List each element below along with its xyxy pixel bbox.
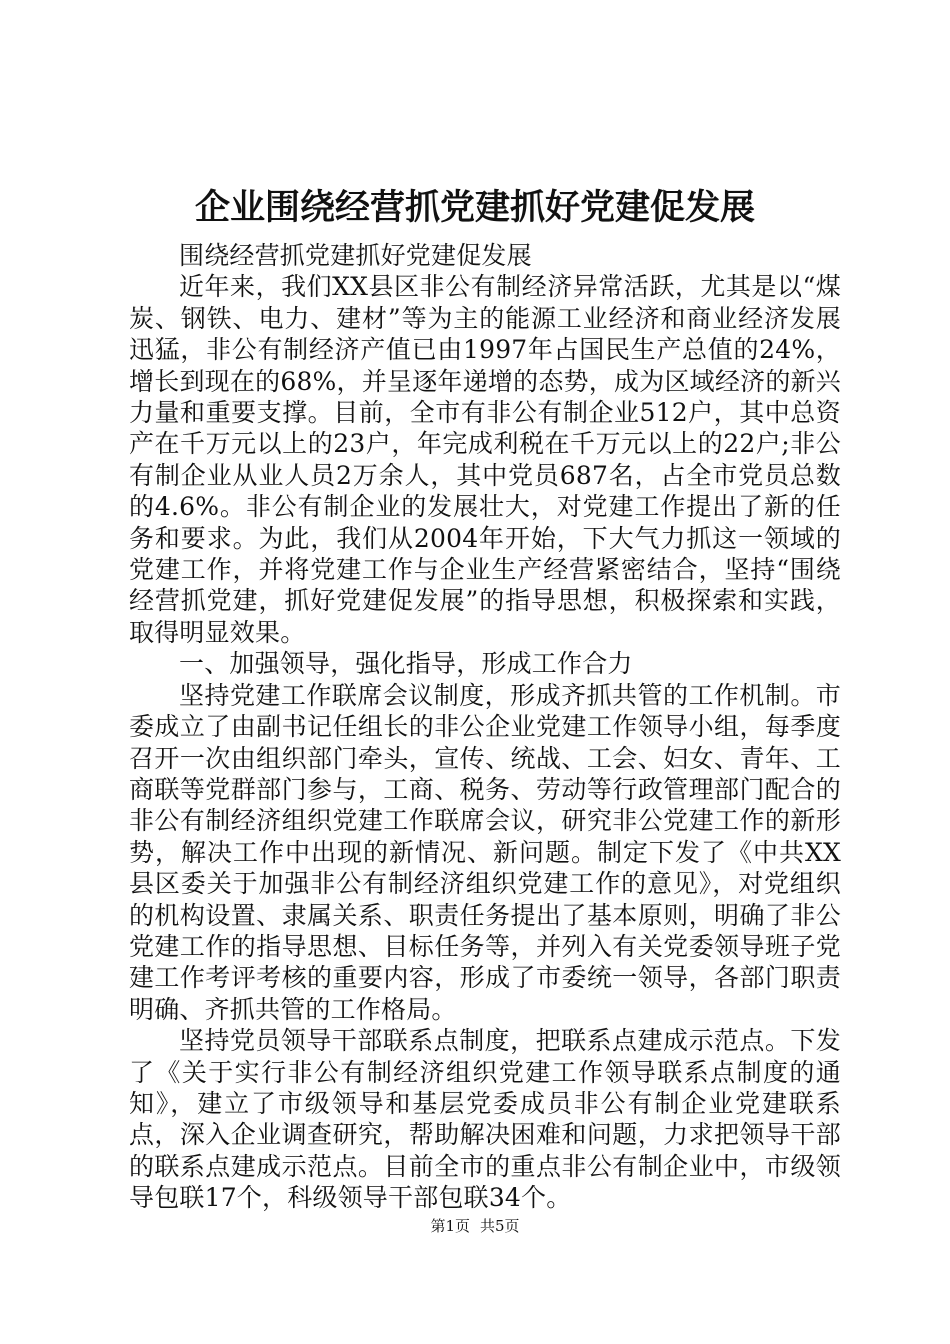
page-footer bbox=[0, 1216, 950, 1236]
paragraph-contact-point: 坚持党员领导干部联系点制度，把联系点建成示范点。下发了《关于实行非公有制经济组织党建工作领导联系点制度的通知》，建立了市级领导和基层党委成员非公有制企业党建联系点，深入企业调查研究，帮助解决困难和问题，力求把领导干部的联系点建成示范点。目前全市的重点非公有制企业中，市级领导包联17个，科级领导干部包联34个。 bbox=[129, 1026, 841, 1213]
page-number: 第1页 bbox=[430, 1217, 470, 1235]
paragraph-intro: 近年来，我们XX县区非公有制经济异常活跃，尤其是以“煤炭、钢铁、电力、建材”等为主的能源工业经济和商业经济发展迅猛，非公有制经济产值已由1997年占国民生产总值的24%，增长到现在的68%，并呈逐年递增的态势，成为区域经济的新兴力量和重要支撑。目前，全市有非公有制企业512户，其中总资产在千万元以上的23户，年完成利税在千万元以上的22户;非公有制企业从业人员2万余人，其中党员687名，占全市党员总数的4.6%。非公有制企业的发展壮大，对党建工作提出了新的任务和要求。为此，我们从2004年开始，下大气力抓这一领域的党建工作，并将党建工作与企业生产经营紧密结合，坚持“围绕经营抓党建，抓好党建促发展”的指导思想，积极探索和实践，取得明显效果。 bbox=[129, 272, 841, 647]
section-heading-1: 一、加强领导，强化指导，形成工作合力 bbox=[179, 649, 633, 679]
page-total: 共5页 bbox=[480, 1217, 520, 1235]
document-body bbox=[129, 240, 841, 1214]
document-title: 企业围绕经营抓党建抓好党建促发展 bbox=[194, 187, 755, 228]
paragraph-subtitle: 围绕经营抓党建抓好党建促发展 bbox=[179, 241, 532, 270]
paragraph-joint-meeting: 坚持党建工作联席会议制度，形成齐抓共管的工作机制。市委成立了由副书记任组长的非公企业党建工作领导小组，每季度召开一次由组织部门牵头，宣传、统战、工会、妇女、青年、工商联等党群部门参与，工商、税务、劳动等行政管理部门配合的非公有制经济组织党建工作联席会议，研究非公党建工作的新形势，解决工作中出现的新情况、新问题。制定下发了《中共XX县区委关于加强非公有制经济组织党建工作的意见》，对党组织的机构设置、隶属关系、职责任务提出了基本原则，明确了非公党建工作的指导思想、目标任务等，并列入有关党委领导班子党建工作考评考核的重要内容，形成了市委统一领导，各部门职责明确、齐抓共管的工作格局。 bbox=[129, 680, 841, 1024]
